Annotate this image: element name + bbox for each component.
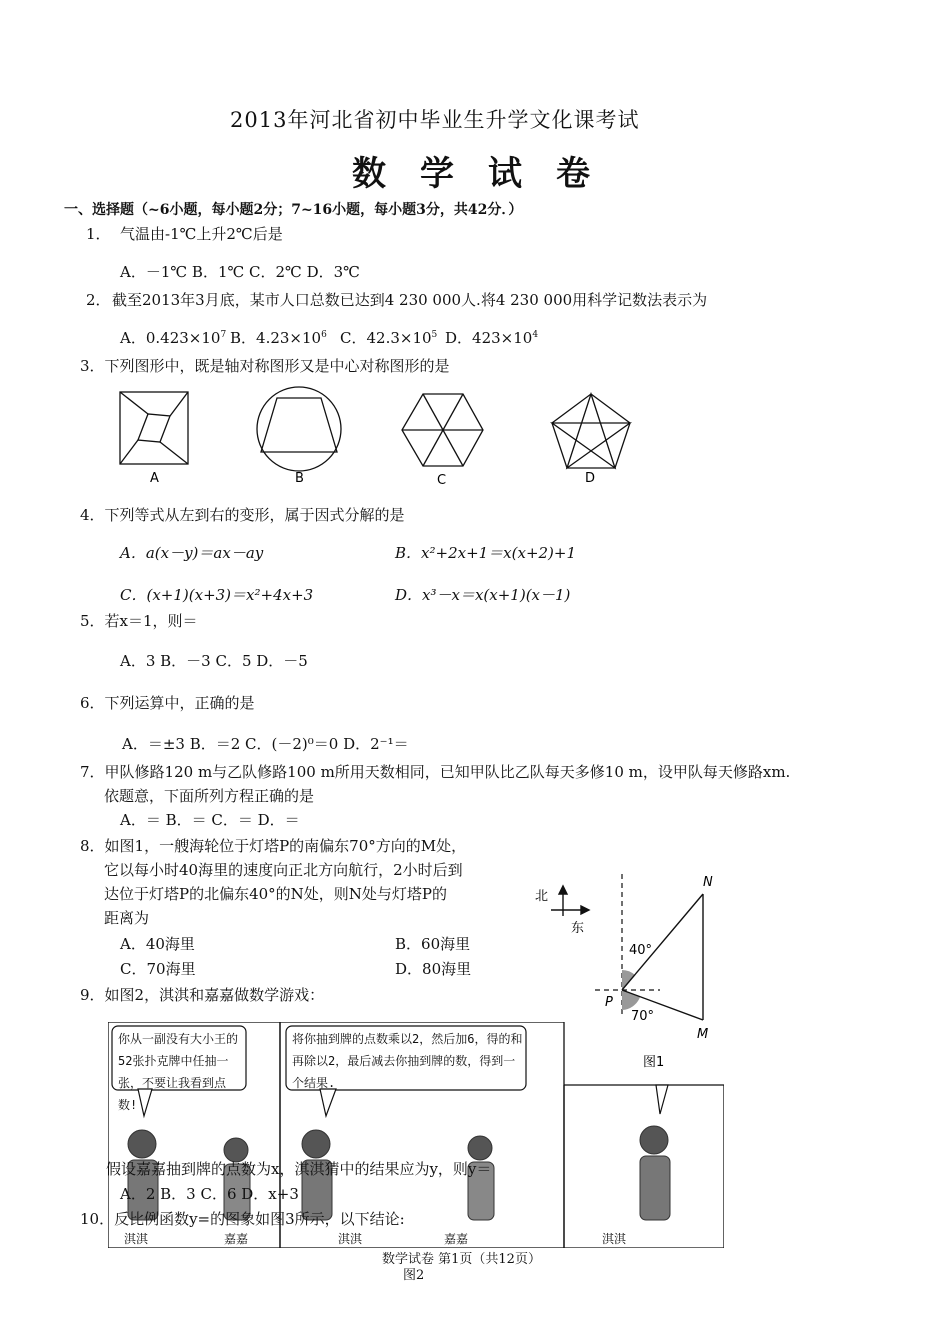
figure-1-caption: 图1 bbox=[643, 1055, 665, 1070]
page-footer: 数学试卷 第1页（共12页） bbox=[382, 1252, 541, 1267]
bubble-1-text: 你从一副没有大小王的52张扑克牌中任抽一张，不要让我看到点数! bbox=[118, 1032, 239, 1112]
q5-stem: 5．若x＝1，则＝ bbox=[80, 612, 198, 630]
bubble-2-text: 将你抽到牌的点数乘以2，然后加6，得的和再除以2，最后减去你抽到牌的数，得到一个结果. bbox=[292, 1032, 523, 1090]
point-p-label: P bbox=[605, 995, 613, 1010]
q8-option-c: C．70海里 bbox=[120, 960, 196, 978]
figure-d bbox=[552, 394, 630, 468]
q8-line1: 8．如图1，一艘海轮位于灯塔P的南偏东70°方向的M处， bbox=[80, 837, 467, 855]
q10-stem: 10．反比例函数y=的图象如图3所示，以下结论: bbox=[80, 1210, 405, 1228]
q3-figures bbox=[110, 386, 650, 490]
figure-a bbox=[120, 392, 188, 464]
compass-north: 北 bbox=[535, 889, 549, 904]
q7-options: A．＝ B．＝ C．＝ D．＝ bbox=[120, 811, 300, 829]
q8-line4: 距离为 bbox=[104, 909, 150, 927]
q2-option-a: A．$0.423\times 10^7$ bbox=[120, 329, 227, 347]
q1-number: 1． bbox=[86, 225, 111, 243]
q2-option-c: C．$42.3\times 10^5$ bbox=[340, 329, 438, 347]
figure-d-label: D bbox=[585, 471, 596, 486]
name-jiajia-1: 嘉嘉 bbox=[224, 1232, 249, 1246]
figure-b-label: B bbox=[295, 471, 304, 486]
q4-option-c: C．(x+1)(x+3)＝x²+4x+3 bbox=[120, 586, 314, 604]
q2-option-b: B．$4.23\times 10^6$ bbox=[230, 329, 327, 347]
q7-stem-line1: 7．甲队修路120 m与乙队修路100 m所用天数相同，已知甲队比乙队每天多修10 m，设甲队每天修路xm. bbox=[80, 763, 791, 781]
q1-stem: 气温由-1℃上升2℃后是 bbox=[120, 225, 283, 243]
q4-option-b: B．x²+2x+1＝x(x+2)+1 bbox=[395, 544, 577, 562]
q8-line2: 它以每小时40海里的速度向正北方向航行，2小时后到 bbox=[104, 861, 463, 879]
q3-stem: 3．下列图形中，既是轴对称图形又是中心对称图形的是 bbox=[80, 357, 450, 375]
angle-40-label: 40° bbox=[629, 943, 653, 958]
q8-option-d: D．80海里 bbox=[395, 960, 472, 978]
q9-stem: 9．如图2，淇淇和嘉嘉做数学游戏： bbox=[80, 986, 325, 1004]
name-qiqi-2: 淇淇 bbox=[338, 1232, 363, 1246]
figure-b bbox=[257, 387, 341, 471]
q7-stem-line2: 依题意，下面所列方程正确的是 bbox=[104, 787, 315, 805]
q6-stem: 6．下列运算中，正确的是 bbox=[80, 694, 255, 712]
point-m-label: M bbox=[697, 1027, 709, 1042]
name-qiqi-1: 淇淇 bbox=[124, 1232, 149, 1246]
figure-c-label: C bbox=[437, 473, 447, 488]
q4-option-d: D．x³－x＝x(x+1)(x－1) bbox=[395, 586, 571, 604]
q1-options: A．－1℃ B．1℃ C．2℃ D．3℃ bbox=[120, 263, 360, 281]
q8-option-a: A．40海里 bbox=[120, 935, 195, 953]
q4-stem: 4．下列等式从左到右的变形，属于因式分解的是 bbox=[80, 506, 405, 524]
q8-line3: 达位于灯塔P的北偏东40°的N处，则N处与灯塔P的 bbox=[104, 885, 448, 903]
angle-70-label: 70° bbox=[631, 1009, 655, 1024]
name-jiajia-2: 嘉嘉 bbox=[444, 1232, 469, 1246]
q2-stem: 截至2013年3月底，某市人口总数已达到4 230 000人.将4 230 000用科学记数法表示为 bbox=[112, 291, 708, 309]
q5-options: A．3 B．－3 C．5 D．－5 bbox=[120, 652, 308, 670]
q9-question: 假设嘉嘉抽到牌的点数为x，淇淇猜中的结果应为y，则y＝ bbox=[106, 1160, 492, 1178]
q4-option-a: A．a(x－y)＝ax－ay bbox=[120, 544, 264, 562]
subject-title: 数学试卷 bbox=[352, 154, 624, 194]
q2-option-d: D．$423\times 10^4$ bbox=[445, 329, 539, 347]
section-heading: 一、选择题（~6小题，每小题2分；7~16小题，每小题3分，共42分．） bbox=[64, 202, 523, 218]
figure-2-caption: 图2 bbox=[403, 1268, 425, 1283]
name-qiqi-3: 淇淇 bbox=[602, 1232, 627, 1246]
q9-options: A．2 B．3 C．6 D．x+3 bbox=[120, 1185, 299, 1203]
figure-c bbox=[402, 394, 483, 466]
exam-title: 2013年河北省初中毕业生升学文化课考试 bbox=[230, 108, 640, 132]
compass-east: 东 bbox=[571, 921, 585, 936]
q2-number: 2． bbox=[86, 291, 111, 309]
q6-options: A．＝±3 B．＝2 C．(－2)⁰＝0 D．2⁻¹＝ bbox=[122, 735, 409, 753]
q8-option-b: B．60海里 bbox=[395, 935, 471, 953]
figure-a-label: A bbox=[150, 471, 159, 486]
point-n-label: N bbox=[703, 875, 713, 890]
